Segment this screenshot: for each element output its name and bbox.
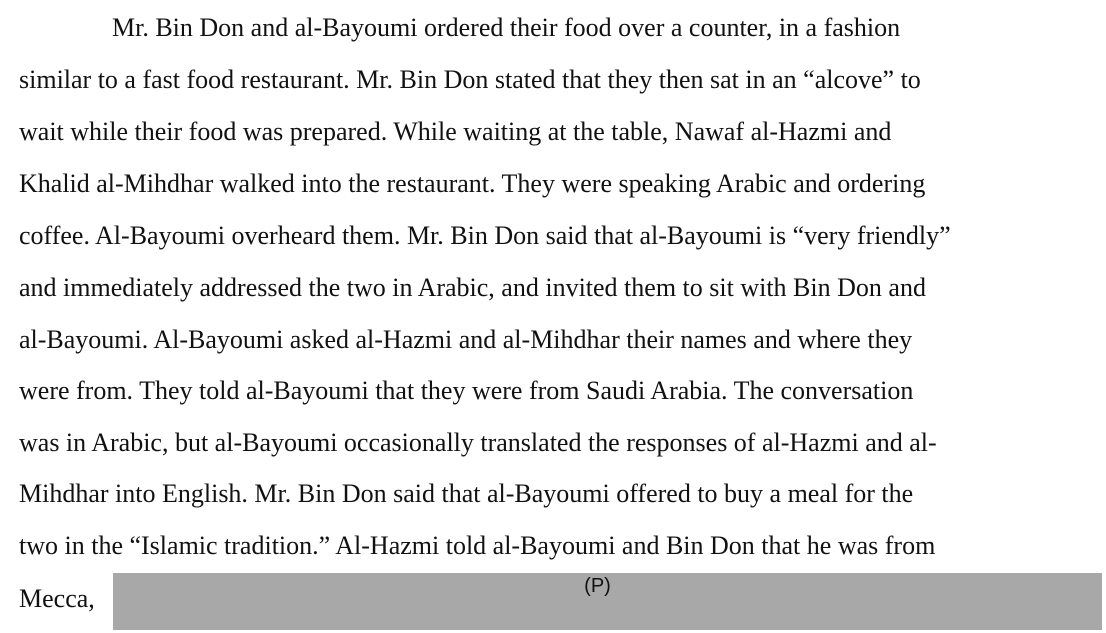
- paragraph-line-2: similar to a fast food restaurant. Mr. Bin Don stated that they then sat in an “alcove” to: [19, 65, 921, 94]
- paragraph-line-12: Mecca,: [19, 584, 95, 613]
- paragraph-line-8: were from. They told al-Bayoumi that they were from Saudi Arabia. The conversation: [19, 376, 914, 405]
- redaction-block: [113, 573, 1102, 630]
- paragraph-line-6: and immediately addressed the two in Arabic, and invited them to sit with Bin Don and: [19, 273, 926, 302]
- paragraph-line-9: was in Arabic, but al-Bayoumi occasionally translated the responses of al-Hazmi and al-: [19, 428, 937, 457]
- paragraph-line-5: coffee. Al-Bayoumi overheard them. Mr. Bin Don said that al-Bayoumi is “very friendly”: [19, 221, 951, 250]
- paragraph-line-1: Mr. Bin Don and al-Bayoumi ordered their food over a counter, in a fashion: [112, 13, 901, 42]
- paragraph-line-10: Mihdhar into English. Mr. Bin Don said that al-Bayoumi offered to buy a meal for the: [19, 479, 914, 508]
- redaction-code-label: (P): [584, 575, 611, 597]
- paragraph-line-3: wait while their food was prepared. While waiting at the table, Nawaf al-Hazmi and: [19, 117, 892, 146]
- paragraph-line-4: Khalid al-Mihdhar walked into the restaurant. They were speaking Arabic and ordering: [19, 169, 926, 198]
- paragraph-line-7: al-Bayoumi. Al-Bayoumi asked al-Hazmi and al-Mihdhar their names and where they: [19, 325, 913, 354]
- paragraph-line-11: two in the “Islamic tradition.” Al-Hazmi told al-Bayoumi and Bin Don that he was from: [19, 531, 936, 560]
